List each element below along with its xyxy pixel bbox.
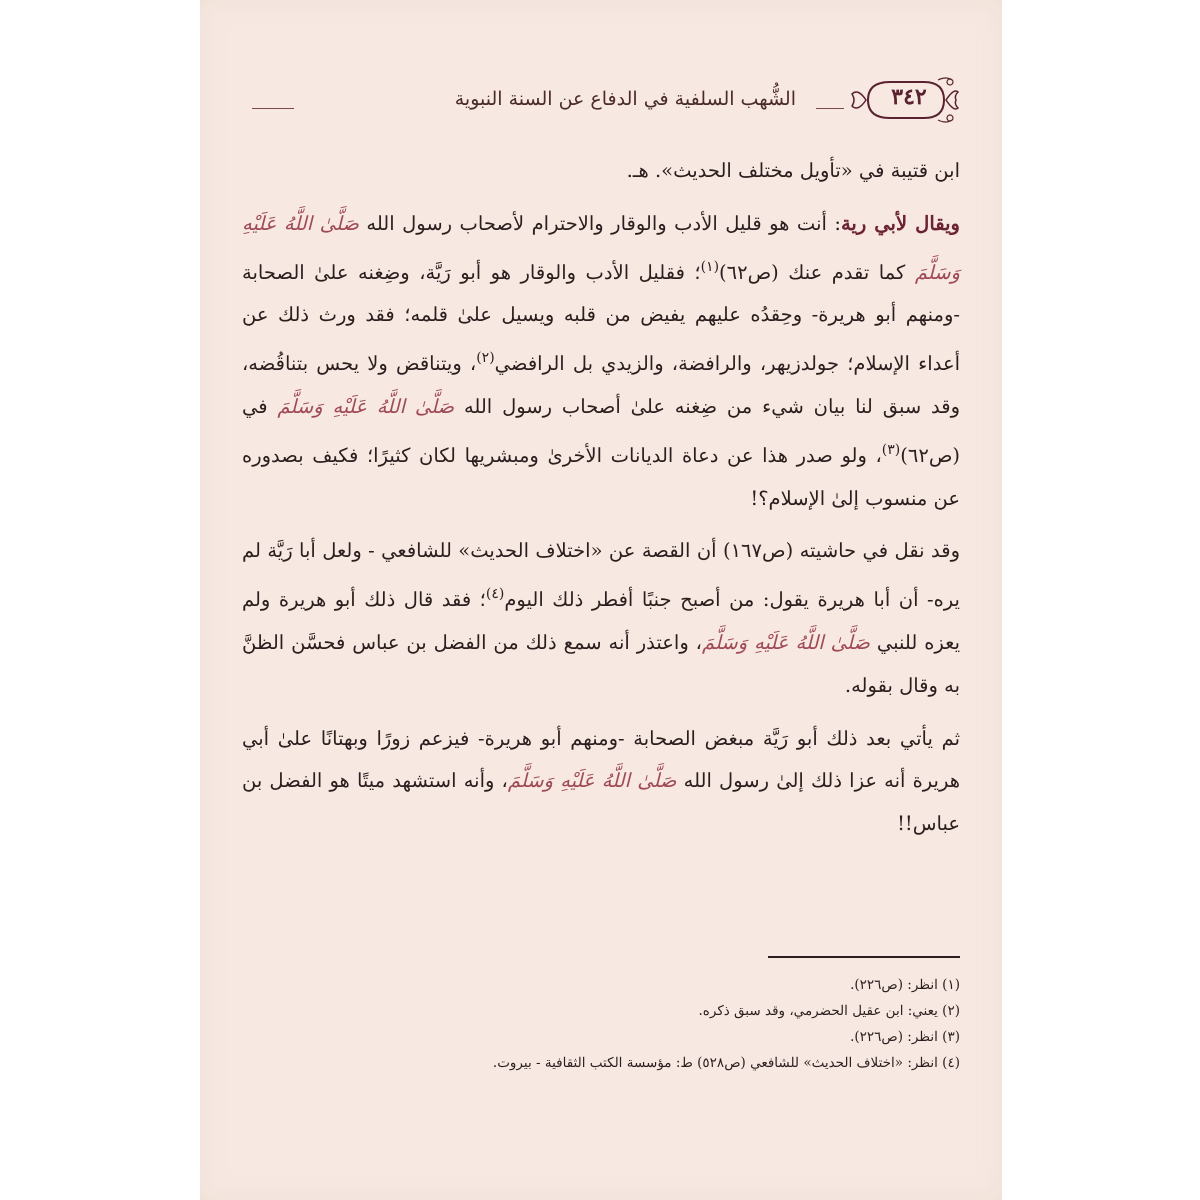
header-rule-right	[816, 108, 844, 109]
header-rule-left	[252, 108, 294, 109]
paragraph-2	[242, 203, 960, 521]
footnote-separator	[768, 956, 960, 958]
text-span: ؛ فقد قال ذلك أبو هريرة ولم يعزه للنبي	[242, 588, 961, 654]
footnote-2: (٢) يعني: ابن عقيل الحضرمي، وقد سبق ذكره.	[698, 1003, 960, 1019]
footnote-4: (٤) انظر: «اختلاف الحديث» للشافعي (ص٥٢٨) ط: مؤسسة الكتب الثقافية - بيروت.	[492, 1055, 960, 1071]
footnote-ref: (٤)	[485, 586, 505, 603]
honorific: صَلَّىٰ اللَّهُ عَلَيْهِ وَسَلَّمَ	[507, 769, 677, 793]
text-span: وقد نقل في حاشيته (ص١٦٧) أن القصة عن «اختلاف الحديث» للشافعي - ولعل أبا رَيَّة لم يره- أن أبا هريرة يقول: من أصبح جنبًا أفطر ذلك اليوم	[242, 539, 960, 612]
honorific: صَلَّىٰ اللَّهُ عَلَيْهِ وَسَلَّمَ	[277, 394, 455, 418]
text-span: ، وأنه استشهد ميتًا هو الفضل بن عباس!!	[242, 769, 960, 836]
text-span: ثم يأتي بعد ذلك أبو رَيَّة مبغض الصحابة -ومنهم أبو هريرة- فيزعم زورًا وبهتانًا علىٰ أبي هريرة أنه عزا ذلك إلىٰ رسول الله	[242, 726, 961, 793]
text-span: ، واعتذر أنه سمع ذلك من الفضل بن عباس فحسَّن الظنَّ به وقال بقوله.	[242, 630, 960, 697]
text-span: ، ويتناقض ولا يحس بتناقُضه، وقد سبق لنا بيان شيء من ضِغنه علىٰ أصحاب رسول الله	[242, 352, 960, 418]
paragraph-1: ابن قتيبة في «تأويل مختلف الحديث». هـ.	[626, 159, 960, 182]
honorific: صَلَّىٰ اللَّهُ عَلَيْهِ وَسَلَّمَ	[242, 211, 961, 284]
honorific: صَلَّىٰ اللَّهُ عَلَيْهِ وَسَلَّمَ	[701, 630, 870, 654]
text-span: ، ولو صدر هذا عن دعاة الديانات الأخرىٰ ومبشريها لكان كثيرًا؛ فكيف بصدوره عن منسوب إلىٰ الإسلام؟!	[242, 443, 960, 510]
footnote-ref: (٢)	[476, 350, 495, 367]
footnote-3: (٣) انظر: (ص٢٢٦).	[850, 1029, 960, 1045]
footnote-ref: (١)	[700, 258, 720, 275]
text-span: : أنت هو قليل الأدب والوقار والاحترام لأصحاب رسول الله	[366, 211, 841, 235]
running-header	[242, 74, 964, 130]
book-title: الشُّهب السلفية في الدفاع عن السنة النبوية	[454, 88, 796, 110]
text-span: كما تقدم عنك (ص٦٢)	[719, 260, 906, 284]
text-span: في (ص٦٢)	[242, 394, 960, 467]
paragraph-lead: ويقال لأبي رية	[840, 211, 960, 235]
main-text	[242, 150, 960, 846]
footnotes	[242, 972, 960, 1076]
paragraph-4	[242, 718, 960, 846]
page-number: ٣٤٢	[891, 84, 927, 110]
footnote-ref: (٣)	[881, 441, 901, 458]
footnote-1: (١) انظر: (ص٢٢٦).	[850, 977, 960, 993]
book-page	[200, 0, 1002, 1200]
text-span: ؛ فقليل الأدب والوقار هو أبو رَيَّة، وضِغنه علىٰ الصحابة -ومنهم أبو هريرة- وحِقدُه عليهم يفيض من قلبه ويسيل علىٰ قلمه؛ فقد ورث ذلك عن أعداء الإسلام؛ جولدزيهر، والرافضة، والزيدي بل الرافضي	[242, 260, 960, 376]
paragraph-3	[242, 530, 960, 707]
